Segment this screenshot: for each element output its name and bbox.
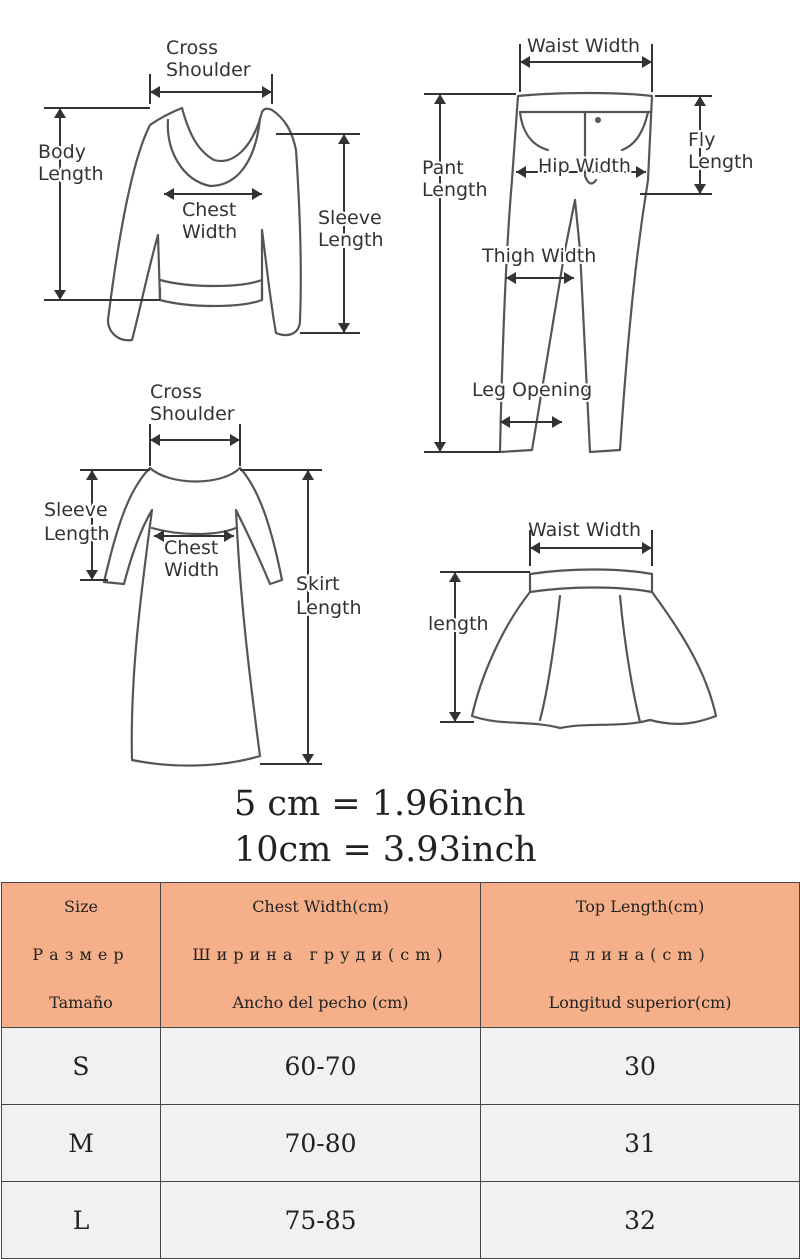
header-chest-ru: Ширина груди(cm) <box>192 945 449 964</box>
header-chest-width <box>161 883 481 1028</box>
sweater-chest-width-label: Width <box>182 221 238 243</box>
dress-cross-label: Cross <box>150 381 203 403</box>
cell-top-length: 32 <box>481 1182 800 1259</box>
cell-top-length: 30 <box>481 1028 800 1105</box>
skirt-length-label: length <box>428 613 489 635</box>
header-size-en: Size <box>64 897 98 916</box>
header-size <box>2 883 161 1028</box>
cell-size: S <box>2 1028 161 1105</box>
header-chest-es: Ancho del pecho (cm) <box>232 993 409 1012</box>
table-row <box>2 1028 800 1105</box>
dress-skirt-label: Skirt <box>296 573 340 595</box>
sweater-body-length-dimension <box>44 108 160 300</box>
sweater-cross-label: Cross <box>166 37 219 59</box>
cell-top-length: 31 <box>481 1105 800 1182</box>
header-chest-en: Chest Width(cm) <box>252 897 389 916</box>
pants-fly-length-label: Length <box>688 151 754 173</box>
header-size-ru: Размер <box>32 945 130 964</box>
header-top-length <box>481 883 800 1028</box>
sweater-body-length-label: Length <box>38 163 104 185</box>
pants-hip-width-label: Hip Width <box>538 155 631 177</box>
sweater-chest-label: Chest <box>182 199 237 221</box>
pants-fly-label: Fly <box>688 129 716 151</box>
pants-leg-opening-dimension <box>500 416 562 428</box>
conversion-5cm: 5 cm = 1.96inch <box>234 784 526 824</box>
cell-size: L <box>2 1182 161 1259</box>
sweater-sleeve-length-label: Length <box>318 229 384 251</box>
table-row <box>2 1105 800 1182</box>
pants-pant-label: Pant <box>422 157 464 179</box>
pants-waist-width-label: Waist Width <box>527 35 641 57</box>
dress-chest-label: Chest <box>164 537 219 559</box>
dress-sleeve-length-label: Length <box>44 523 110 545</box>
dress-cross-shoulder-dimension <box>150 424 240 466</box>
cell-chest-width: 60-70 <box>161 1028 481 1105</box>
dress-sleeve-label: Sleeve <box>44 499 108 521</box>
dress-chest-width-label: Width <box>164 559 220 581</box>
skirt-waist-width-label: Waist Width <box>528 519 642 541</box>
pants-leg-opening-label: Leg Opening <box>472 379 593 401</box>
cell-size: M <box>2 1105 161 1182</box>
header-length-en: Top Length(cm) <box>575 897 705 916</box>
cell-chest-width: 75-85 <box>161 1182 481 1259</box>
size-table <box>1 882 800 1259</box>
table-row <box>2 1182 800 1259</box>
skirt-length-dimension <box>440 572 530 722</box>
skirt-sketch <box>472 570 716 729</box>
dress-skirt-length-label: Length <box>296 597 362 619</box>
pants-pant-length-label: Length <box>422 179 488 201</box>
header-length-ru: длина(cm) <box>569 945 711 964</box>
header-size-es: Tamaño <box>49 993 113 1012</box>
sweater-sleeve-label: Sleeve <box>318 207 382 229</box>
header-length-es: Longitud superior(cm) <box>548 993 732 1012</box>
pants-thigh-width-label: Thigh Width <box>482 245 597 267</box>
dress-sketch <box>104 468 282 766</box>
pants-thigh-width-dimension <box>506 272 574 284</box>
sweater-body-label: Body <box>38 141 86 163</box>
cell-chest-width: 70-80 <box>161 1105 481 1182</box>
sweater-shoulder-label: Shoulder <box>166 59 251 81</box>
dress-shoulder-label: Shoulder <box>150 403 235 425</box>
conversion-10cm: 10cm = 3.93inch <box>234 830 537 870</box>
size-table-header <box>2 883 800 1028</box>
